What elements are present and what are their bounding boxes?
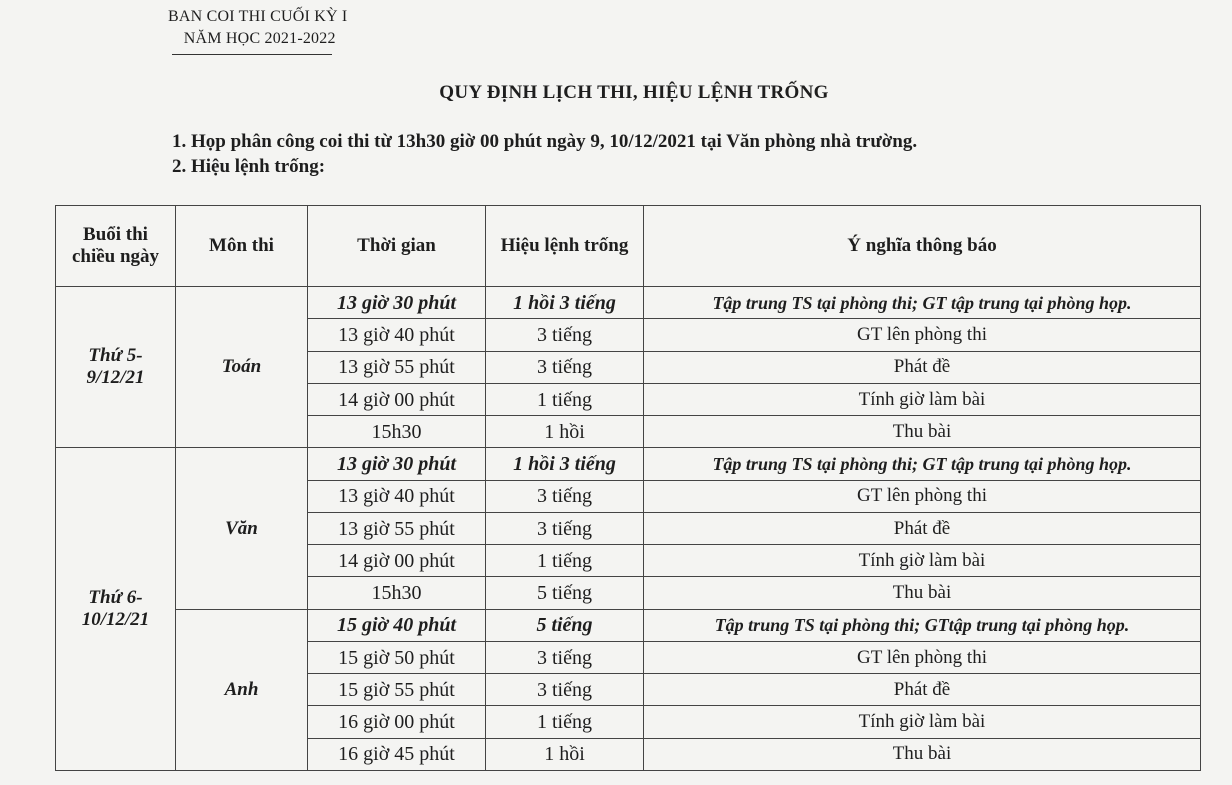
- session-cell: Thứ 5- 9/12/21: [56, 287, 176, 448]
- drum-cell: 5 tiếng: [486, 577, 644, 609]
- time-cell: 16 giờ 00 phút: [308, 706, 486, 738]
- drum-cell: 1 tiếng: [486, 545, 644, 577]
- header-underline: [172, 54, 332, 55]
- drum-cell: 1 hồi 3 tiếng: [486, 287, 644, 319]
- document-title: QUY ĐỊNH LỊCH THI, HIỆU LỆNH TRỐNG: [439, 82, 829, 103]
- time-cell: 13 giờ 30 phút: [308, 287, 486, 319]
- session-cell: Thứ 6- 10/12/21: [56, 448, 176, 771]
- item-drum-signals: 2. Hiệu lệnh trống:: [172, 156, 326, 177]
- time-cell: 13 giờ 55 phút: [308, 351, 486, 383]
- meaning-cell: Thu bài: [644, 416, 1201, 448]
- drum-cell: 1 tiếng: [486, 383, 644, 415]
- time-cell: 15h30: [308, 416, 486, 448]
- time-cell: 14 giờ 00 phút: [308, 545, 486, 577]
- drum-cell: 5 tiếng: [486, 609, 644, 641]
- meaning-cell: Tập trung TS tại phòng thi; GTtập trung tại phòng họp.: [644, 609, 1201, 641]
- meaning-cell: Thu bài: [644, 577, 1201, 609]
- drum-cell: 3 tiếng: [486, 480, 644, 512]
- time-cell: 15 giờ 40 phút: [308, 609, 486, 641]
- time-cell: 15h30: [308, 577, 486, 609]
- meaning-cell: GT lên phòng thi: [644, 319, 1201, 351]
- organization-header: [168, 6, 347, 50]
- table-row: [56, 287, 1201, 319]
- meaning-cell: Phát đề: [644, 674, 1201, 706]
- meaning-cell: Thu bài: [644, 738, 1201, 770]
- meaning-cell: Tính giờ làm bài: [644, 383, 1201, 415]
- time-cell: 13 giờ 30 phút: [308, 448, 486, 480]
- subject-cell: Toán: [176, 287, 308, 448]
- item-meeting: 1. Họp phân công coi thi từ 13h30 giờ 00 phút ngày 9, 10/12/2021 tại Văn phòng nhà trường.: [172, 131, 918, 152]
- drum-schedule-table: [55, 205, 1201, 771]
- drum-cell: 3 tiếng: [486, 641, 644, 673]
- meaning-cell: Phát đề: [644, 351, 1201, 383]
- subject-cell: Anh: [176, 609, 308, 770]
- drum-cell: 3 tiếng: [486, 674, 644, 706]
- meaning-cell: Tính giờ làm bài: [644, 706, 1201, 738]
- time-cell: 15 giờ 55 phút: [308, 674, 486, 706]
- table-row: [56, 609, 1201, 641]
- time-cell: 14 giờ 00 phút: [308, 383, 486, 415]
- drum-cell: 3 tiếng: [486, 319, 644, 351]
- header-subject: Môn thi: [176, 206, 308, 287]
- time-cell: 16 giờ 45 phút: [308, 738, 486, 770]
- header-session: Buổi thi chiều ngày: [56, 206, 176, 287]
- table-header-row: [56, 206, 1201, 287]
- drum-cell: 3 tiếng: [486, 351, 644, 383]
- meaning-cell: Phát đề: [644, 512, 1201, 544]
- time-cell: 13 giờ 40 phút: [308, 480, 486, 512]
- time-cell: 13 giờ 55 phút: [308, 512, 486, 544]
- time-cell: 13 giờ 40 phút: [308, 319, 486, 351]
- subject-cell: Văn: [176, 448, 308, 609]
- header-drum: Hiệu lệnh trống: [486, 206, 644, 287]
- table-row: [56, 448, 1201, 480]
- drum-cell: 1 hồi 3 tiếng: [486, 448, 644, 480]
- drum-cell: 1 hồi: [486, 416, 644, 448]
- org-line-1: BAN COI THI CUỐI KỲ I: [168, 8, 348, 25]
- meaning-cell: GT lên phòng thi: [644, 641, 1201, 673]
- meaning-cell: Tập trung TS tại phòng thi; GT tập trung tại phòng họp.: [644, 287, 1201, 319]
- drum-cell: 1 tiếng: [486, 706, 644, 738]
- header-time: Thời gian: [308, 206, 486, 287]
- meaning-cell: GT lên phòng thi: [644, 480, 1201, 512]
- meaning-cell: Tập trung TS tại phòng thi; GT tập trung tại phòng họp.: [644, 448, 1201, 480]
- header-meaning: Ý nghĩa thông báo: [644, 206, 1201, 287]
- time-cell: 15 giờ 50 phút: [308, 641, 486, 673]
- drum-cell: 3 tiếng: [486, 512, 644, 544]
- drum-cell: 1 hồi: [486, 738, 644, 770]
- meaning-cell: Tính giờ làm bài: [644, 545, 1201, 577]
- org-line-2: NĂM HỌC 2021-2022: [183, 30, 336, 47]
